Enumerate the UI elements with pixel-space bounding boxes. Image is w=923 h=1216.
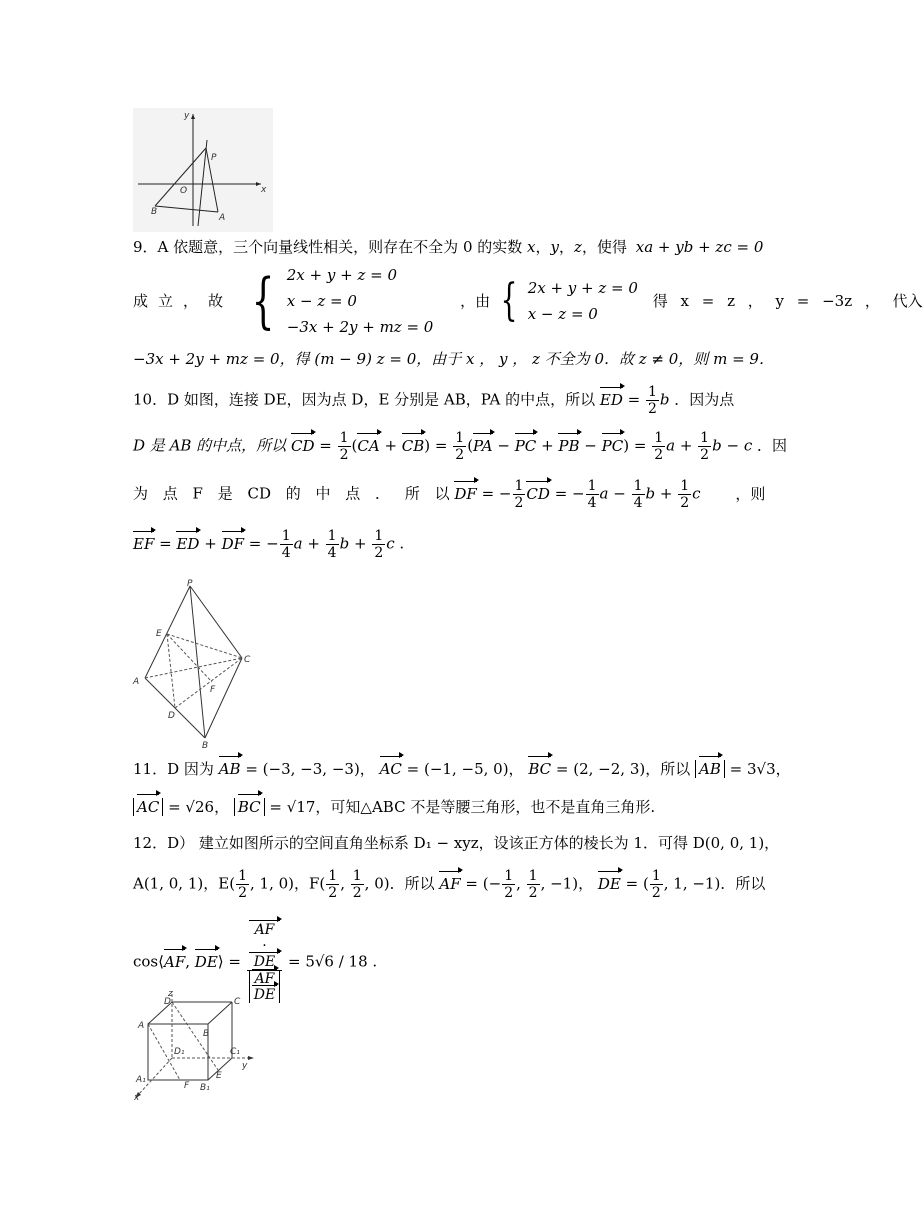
fig3-label-d: D [164, 997, 171, 1007]
q9-line1: 9．A 依题意，三个向量线性相关，则存在不全为 0 的实数 x，y，z，使得 xa + yb + zc = 0 [133, 238, 764, 256]
fig2-label-d: D [168, 711, 175, 721]
q12-text-2b: ，F [294, 874, 320, 893]
fig3-label-x: x [134, 1093, 140, 1103]
q9-line3 [133, 348, 774, 370]
q11-text-1: 因为 [183, 760, 214, 778]
q10-text-3b: ，则 [735, 484, 766, 503]
q10-text-2: D 是 AB 的中点，所以 [133, 436, 287, 455]
q10-line1: 10．D 如图，连接 DE，因为点 D，E 分别是 AB，PA 的中点，所以 ED = $\frac{1}{2}$ b ．因为点 [133, 384, 735, 417]
q10-line2: D 是 AB 的中点，所以 CD = $\frac{1}{2}$ (CA + CB) = $\frac{1}{2}$ (PA − PC + PB − PC) = $\frac{1}{2}$ a + $\frac{1}{2}$ b − c ．因 [133, 430, 788, 463]
fig3-label-c1: C₁ [230, 1047, 240, 1057]
fig3-label-z: z [168, 989, 173, 999]
fig2-label-f: F [210, 685, 216, 695]
q10-text-1: 如图，连接 DE，因为点 D，E 分别是 AB，PA 的中点，所以 [183, 390, 596, 409]
q9-text-1: 依题意，三个向量线性相关，则存在不全为 0 的实数 [173, 238, 523, 256]
q10-line4: EF = ED + DF = − $\frac{1}{4}$ a + $\frac{1}{4}$ b + $\frac{1}{2}$ c . [133, 528, 405, 561]
q11-ab: = (−3, −3, −3)， [245, 760, 375, 778]
fig1-label-p: P [211, 153, 217, 163]
fig3-label-d1: D₁ [174, 1047, 185, 1057]
q9-text-2: 成立，故 [133, 292, 234, 310]
q11-line1: 11．D 因为 AB = (−3, −3, −3)， AC = (−1, −5, 0)， BC = (2, −2, 3)，所以 AB = 3√3， [133, 760, 791, 778]
q10-text-2b: ．因 [757, 436, 788, 455]
fig2-label-e: E [156, 629, 162, 639]
q10-number: 10．D [133, 390, 180, 409]
fig1-label-x: x [261, 185, 267, 195]
q9-number: 9．A [133, 238, 169, 256]
q9-line2: 成立，故 { 2x + y + z = 0 x − z = 0 −3x + 2y + mz = 0 ，由 { 2x + y + z = 0 x − z = 0 得 x = z ， y = −3z ， 代入 [133, 262, 923, 342]
fig3-label-y: y [242, 1061, 248, 1071]
q10-line3: 为 点 F 是 CD 的 中 点 ． 所 以 DF = − $\frac{1}{2}$ CD = − $\frac{1}{4}$ a − $\frac{1}{4}$ b + $\frac{1}{2}$ c ，则 [133, 478, 766, 511]
fig3-label-c: C [234, 997, 241, 1007]
q12-line2: A(1, 0, 1)，E( $\frac{1}{2}$ , 1, 0)，F( $\frac{1}{2}$ , $\frac{1}{2}$ , 0)．所以 AF = (− $\frac{1}{2}$ , $\frac{1}{2}$ , −1)， DE = ( $\frac{1}{2}$ , 1, −1)．所以 [133, 868, 766, 901]
q12-line1 [133, 832, 779, 854]
q11-number: 11．D [133, 760, 180, 778]
q12-result: = 5√6 / 18 . [287, 952, 378, 971]
q12-text-2d: ， [578, 874, 594, 893]
q9-text-get: 得 x = z ， y = −3z ， 代入 [652, 292, 923, 310]
fig3-label-b1: B₁ [200, 1083, 210, 1093]
q10-text-1b: ．因为点 [674, 390, 735, 409]
q12-text-2a: A(1, 0, 1)，E [133, 874, 230, 893]
q11-bc-length: = √17，可知△ABC 不是等腰三角形，也不是直角三角形. [269, 798, 656, 816]
q9-system-2: 2x + y + z = 0 x − z = 0 [527, 279, 638, 323]
q12-text-2c: ．所以 [389, 874, 435, 893]
fig3-label-e: E [216, 1071, 222, 1081]
q9-system-1: 2x + y + z = 0 x − z = 0 −3x + 2y + mz = 0 [286, 266, 434, 336]
q12-text-1: 建立如图所示的空间直角坐标系 D₁ − xyz，设该正方体的棱长为 1．可得 D(0, 0, 1)， [198, 834, 780, 852]
q11-ac: = (−1, −5, 0)， [406, 760, 524, 778]
q11-ac-length: = √26， [168, 798, 230, 816]
fig2-label-c: C [244, 655, 251, 665]
figure-tetrahedron [130, 578, 265, 750]
fig2-label-a: A [133, 677, 140, 687]
fig3-label-b: B [203, 1029, 210, 1039]
fig1-label-y: y [184, 111, 190, 121]
q12-text-2e: ．所以 [720, 874, 766, 893]
fig3-label-a1: A₁ [136, 1075, 146, 1085]
figure-coordinate-plot [133, 108, 273, 232]
q9-text-3: −3x + 2y + mz = 0，得 (m − 9) z = 0，由于 x ， y ， z 不全为 0．故 z ≠ 0，则 m = 9． [133, 350, 774, 368]
figure-cube [130, 990, 255, 1102]
q9-text-by: ，由 [460, 292, 491, 310]
q10-text-3: 为 点 F 是 CD 的 中 点 ． 所 以 [133, 484, 450, 503]
q9-text-1b: ，使得 [581, 238, 627, 256]
fig1-label-o: O [180, 186, 188, 196]
fig3-label-a: A [138, 1021, 145, 1031]
q12-line3: cos⟨AF, DE⟩ = AF · DE AF DE = 5√6 / 18 . [133, 922, 378, 1003]
fig1-label-a: A [219, 213, 226, 223]
q11-bc: = (2, −2, 3)，所以 [555, 760, 691, 778]
fig1-label-b: B [151, 207, 158, 217]
fig3-label-f: F [184, 1081, 190, 1091]
fig2-label-b: B [202, 741, 209, 751]
q12-cos: cos [133, 952, 159, 971]
q12-number: 12．D） [133, 834, 195, 852]
q11-ab-length: = 3√3， [729, 760, 791, 778]
fig2-label-p: P [187, 579, 193, 589]
q11-line2: AC = √26， BC = √17，可知△ABC 不是等腰三角形，也不是直角三角形. [133, 796, 655, 818]
